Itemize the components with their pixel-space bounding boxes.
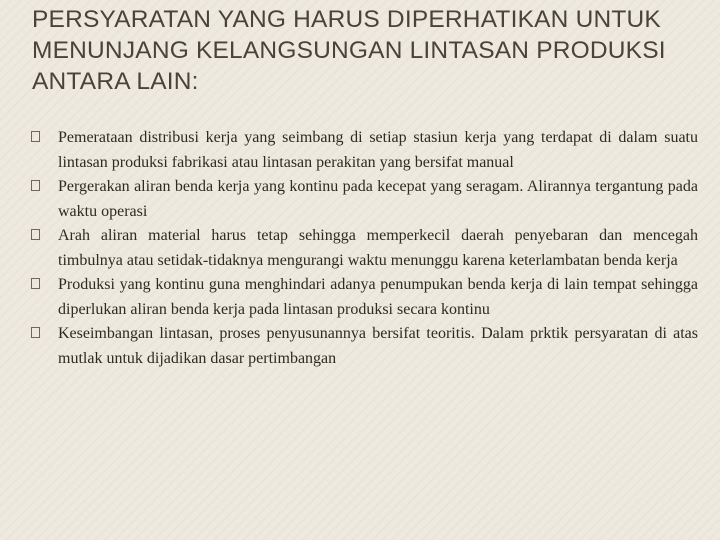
slide-title: PERSYARATAN YANG HARUS DIPERHATIKAN UNTUK MENUNJANG KELANGSUNGAN LINTASAN PRODUKSI ANTARA LAIN:	[32, 6, 666, 95]
list-item	[30, 126, 698, 175]
bullet-text: Arah aliran material harus tetap sehingga memperkecil daerah penyebaran dan mencegah timbulnya atau setidak-tidaknya mengurangi waktu menunggu karena keterlambatan benda kerja	[58, 227, 698, 269]
square-bullet-icon	[30, 322, 58, 338]
bullet-text: Pemerataan distribusi kerja yang seimbang di setiap stasiun kerja yang terdapat di dalam suatu lintasan produksi fabrikasi atau lintasan perakitan yang bersifat manual	[58, 129, 698, 171]
bullet-text: Produksi yang kontinu guna menghindari adanya penumpukan benda kerja di lain tempat sehingga diperlukan aliran benda kerja pada lintasan produksi secara kontinu	[58, 276, 698, 318]
square-bullet-icon	[30, 126, 58, 142]
square-bullet-icon	[30, 224, 58, 240]
list-item	[30, 224, 698, 273]
list-item	[30, 322, 698, 371]
bullet-text: Keseimbangan lintasan, proses penyusunannya bersifat teoritis. Dalam prktik persyaratan di atas mutlak untuk dijadikan dasar pertimbangan	[58, 325, 698, 367]
square-bullet-icon	[30, 175, 58, 191]
bullet-text: Pergerakan aliran benda kerja yang kontinu pada kecepat yang seragam. Alirannya tergantung pada waktu operasi	[58, 178, 698, 220]
list-item	[30, 273, 698, 322]
list-item	[30, 175, 698, 224]
square-bullet-icon	[30, 273, 58, 289]
bullet-list	[30, 126, 698, 371]
